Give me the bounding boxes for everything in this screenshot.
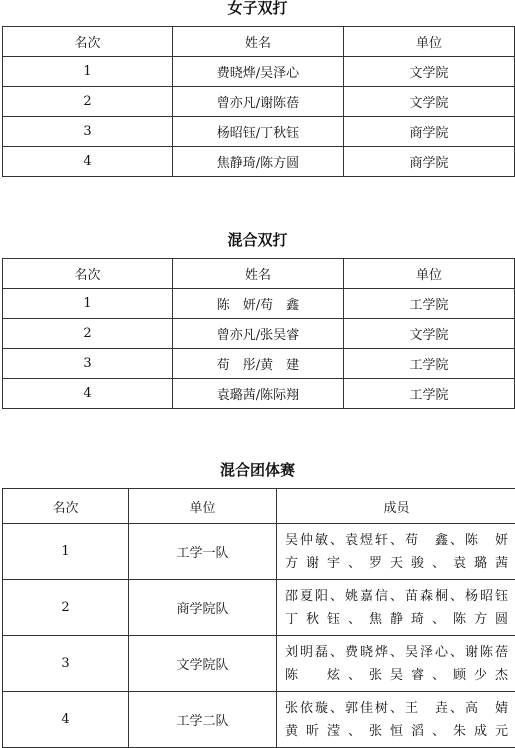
rank-cell: 3 (3, 117, 173, 147)
table-row (3, 580, 515, 636)
mixed-team-table (2, 488, 515, 748)
members-line: 邵夏阳、姚嘉信、苗森桐、杨昭钰 (285, 585, 508, 608)
table-row (3, 87, 515, 117)
rank-cell: 1 (3, 289, 173, 319)
members-line: 丁秋钰、焦静琦、陈方圆 (285, 608, 508, 631)
table-row (3, 379, 515, 409)
name-cell: 焦静琦/陈方圆 (173, 147, 344, 177)
table-row (3, 289, 515, 319)
members-line: 张依璇、郭佳树、王 垚、高 婧 (285, 697, 508, 720)
name-cell: 曾亦凡/张吴睿 (173, 319, 344, 349)
table-row (3, 57, 515, 87)
table-row (3, 349, 515, 379)
header-rank: 名次 (3, 259, 173, 289)
rank-cell: 1 (3, 524, 129, 580)
name-cell: 杨昭钰/丁秋钰 (173, 117, 344, 147)
section-title-womens-doubles: 女子双打 (0, 0, 515, 18)
unit-cell: 文学院 (344, 87, 515, 117)
members-line: 陈 炫、张吴睿、顾少杰 (285, 664, 508, 687)
name-cell: 曾亦凡/谢陈蓓 (173, 87, 344, 117)
members-line: 刘明磊、费晓烨、吴泽心、谢陈蓓 (285, 641, 508, 664)
header-rank: 名次 (3, 489, 129, 524)
unit-cell: 工学院 (344, 349, 515, 379)
table-row (3, 692, 515, 748)
mixed-doubles-table (2, 258, 515, 409)
table-header-row (3, 489, 515, 524)
header-unit: 单位 (344, 259, 515, 289)
members-line: 吴仲敏、袁煜轩、苟 鑫、陈 妍 (285, 529, 508, 552)
table-row (3, 319, 515, 349)
rank-cell: 4 (3, 147, 173, 177)
unit-cell: 工学院 (344, 379, 515, 409)
rank-cell: 2 (3, 319, 173, 349)
table-header-row (3, 259, 515, 289)
header-members: 成员 (277, 489, 515, 524)
unit-cell: 文学院 (344, 57, 515, 87)
table-row (3, 147, 515, 177)
name-cell: 苟 彤/黄 建 (173, 349, 344, 379)
table-row (3, 524, 515, 580)
unit-cell: 商学院 (344, 117, 515, 147)
name-cell: 袁璐茜/陈际翔 (173, 379, 344, 409)
members-line: 黄昕滢、张恒滔、朱成元 (285, 720, 508, 743)
members-cell (277, 636, 515, 692)
header-name: 姓名 (173, 259, 344, 289)
table-header-row (3, 27, 515, 57)
unit-cell: 工学二队 (129, 692, 277, 748)
table-row (3, 636, 515, 692)
header-name: 姓名 (173, 27, 344, 57)
unit-cell: 文学院 (344, 319, 515, 349)
rank-cell: 3 (3, 349, 173, 379)
womens-doubles-table (2, 26, 515, 177)
rank-cell: 2 (3, 580, 129, 636)
members-cell (277, 580, 515, 636)
table-row (3, 117, 515, 147)
unit-cell: 文学院队 (129, 636, 277, 692)
section-title-mixed-team: 混合团体赛 (0, 459, 515, 480)
rank-cell: 4 (3, 692, 129, 748)
unit-cell: 工学一队 (129, 524, 277, 580)
rank-cell: 1 (3, 57, 173, 87)
unit-cell: 商学院 (344, 147, 515, 177)
members-cell (277, 524, 515, 580)
section-title-mixed-doubles: 混合双打 (0, 229, 515, 250)
header-unit: 单位 (344, 27, 515, 57)
header-rank: 名次 (3, 27, 173, 57)
name-cell: 陈 妍/苟 鑫 (173, 289, 344, 319)
unit-cell: 商学院队 (129, 580, 277, 636)
members-line: 方谢宇、罗天骏、袁璐茜 (285, 552, 508, 575)
rank-cell: 4 (3, 379, 173, 409)
unit-cell: 工学院 (344, 289, 515, 319)
header-unit: 单位 (129, 489, 277, 524)
rank-cell: 2 (3, 87, 173, 117)
members-cell (277, 692, 515, 748)
rank-cell: 3 (3, 636, 129, 692)
name-cell: 费晓烨/吴泽心 (173, 57, 344, 87)
